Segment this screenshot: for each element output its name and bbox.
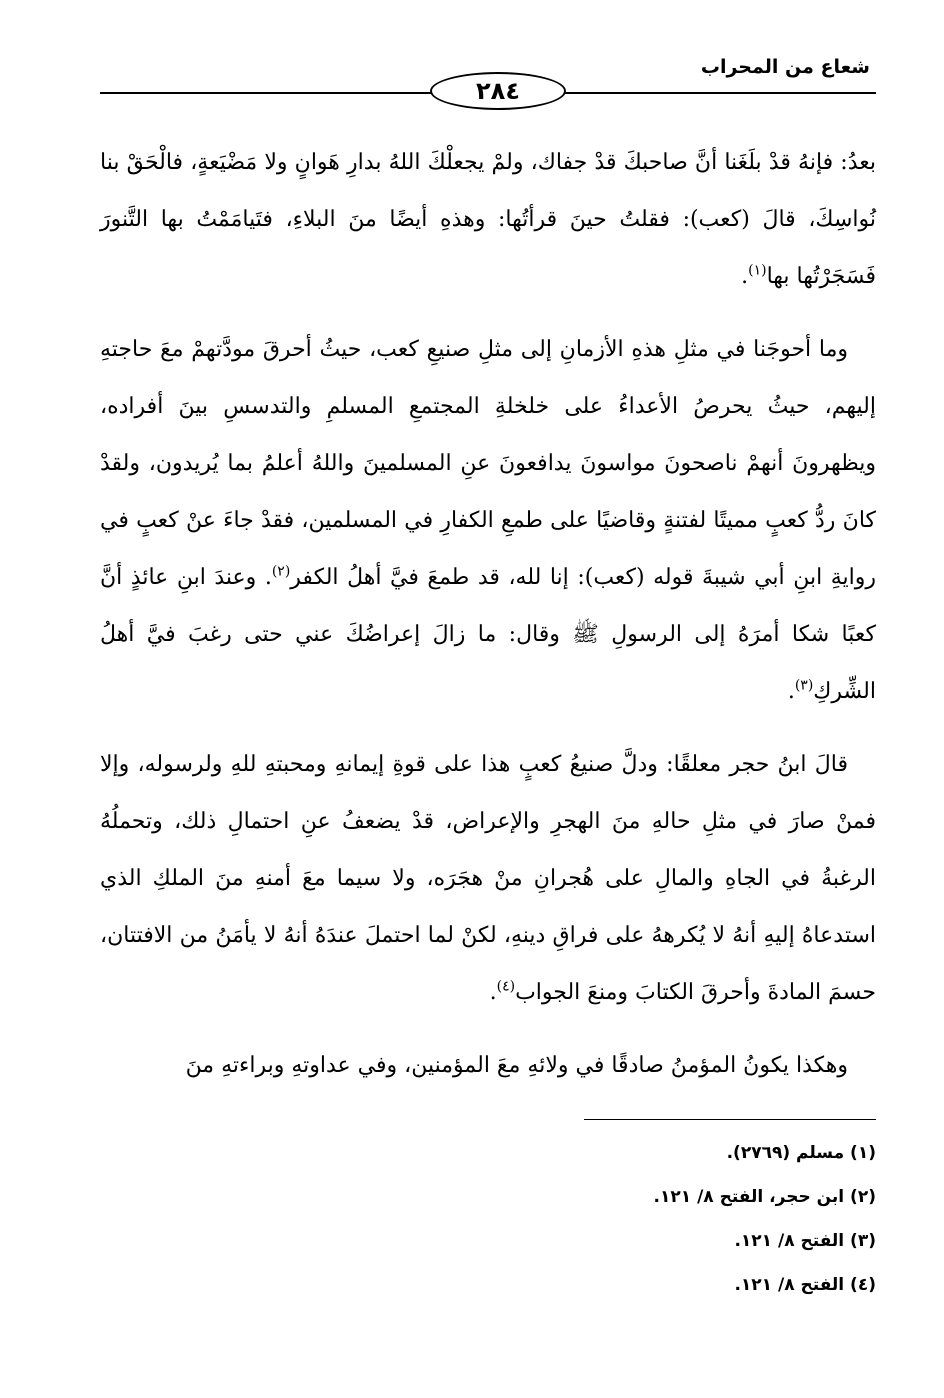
footnote-ref[interactable]: (٣): [794, 677, 814, 694]
paragraph-tail: .: [489, 980, 497, 1005]
main-text: [100, 134, 876, 1110]
footnote-ref[interactable]: (٤): [496, 978, 516, 995]
paragraph: [100, 134, 876, 305]
footnote: (٤) الفتح ٨/ ١٢١.: [734, 1275, 876, 1295]
paragraph-text: بعدُ: فإنهُ قدْ بلَغَنا أنَّ صاحبكَ قدْ جفاك، ولمْ يجعلْكَ اللهُ بدارِ هَوانٍ ولا مَضْيَعةٍ، فالْحَقْ بنا نُواسِكَ، قالَ (كعب): فقلتُ حينَ قرأتُها: وهذهِ أيضًا منَ البلاءِ، فتَيامَمْتُ بها التَّنورَ فَسَجَرْتُها بها: [100, 150, 876, 289]
footnote-divider: [584, 1119, 876, 1120]
footnote-ref[interactable]: (٢): [271, 563, 291, 580]
paragraph: [100, 736, 876, 1021]
paragraph-text: وما أحوجَنا في مثلِ هذهِ الأزمانِ إلى مثلِ صنيعِ كعب، حيثُ أحرقَ مودَّتهمْ معَ حاجتهِ إليهم، حيثُ يحرصُ الأعداءُ على خلخلةِ المجتمعِ المسلمِ والتدسسِ بينَ أفراده، ويظهرونَ أنهمْ ناصحونَ مواسونَ يدافعونَ عنِ المسلمينَ واللهُ أعلمُ بما يُريدون، ولقدْ كانَ ردُّ كعبٍ مميتًا لفتنةٍ وقاضيًا على طمعِ الكفارِ في المسلمين، فقدْ جاءَ عنْ كعبٍ في روايةِ ابنِ أبي شيبةَ قوله (كعب): إنا لله، قد طمعَ فيَّ أهلُ الكفر: [100, 337, 876, 590]
paragraph-tail: .: [787, 679, 795, 704]
paragraph-tail: .: [741, 264, 749, 289]
book-title: شعاع من المحراب: [700, 56, 870, 78]
paragraph: [100, 321, 876, 720]
paragraph-text: وهكذا يكونُ المؤمنُ صادقًا في ولائهِ معَ المؤمنين، وفي عداوتهِ وبراءتهِ منَ: [185, 1053, 848, 1078]
paragraph-tail: . وعندَ ابنِ عائذٍ أنَّ كعبًا شكا أمرَهُ إلى الرسولِ ﷺ وقال: ما زالَ إعراضُكَ عني حتى رغبَ فيَّ أهلُ الشِّركِ: [100, 565, 876, 704]
footnote: (٢) ابن حجر، الفتح ٨/ ١٢١.: [653, 1187, 876, 1207]
footnote: (١) مسلم (٢٧٦٩).: [726, 1143, 876, 1163]
paragraph-text: قالَ ابنُ حجر معلقًا: ودلَّ صنيعُ كعبٍ هذا على قوةِ إيمانهِ ومحبتهِ للهِ ولرسوله، وإلا فمنْ صارَ في مثلِ حالهِ منَ الهجرِ والإعراض، قدْ يضعفُ عنِ احتمالِ ذلك، وتحملُهُ الرغبةُ في الجاهِ والمالِ على هُجرانِ منْ هجَرَه، ولا سيما معَ أمنهِ منَ الملكِ الذي استدعاهُ إليهِ أنهُ لا يُكرههُ على فراقِ دينهِ، لكنْ لما احتملَ عندَهُ أنهُ لا يأمَنُ من الافتتان، حسمَ المادةَ وأحرقَ الكتابَ ومنعَ الجواب: [100, 752, 876, 1005]
paragraph: [100, 1037, 876, 1094]
page-number: ٢٨٤: [430, 72, 566, 110]
footnote-ref[interactable]: (١): [748, 262, 767, 279]
footnote: (٣) الفتح ٨/ ١٢١.: [734, 1231, 876, 1251]
page-header: [100, 56, 876, 105]
footnotes: [376, 1136, 876, 1312]
